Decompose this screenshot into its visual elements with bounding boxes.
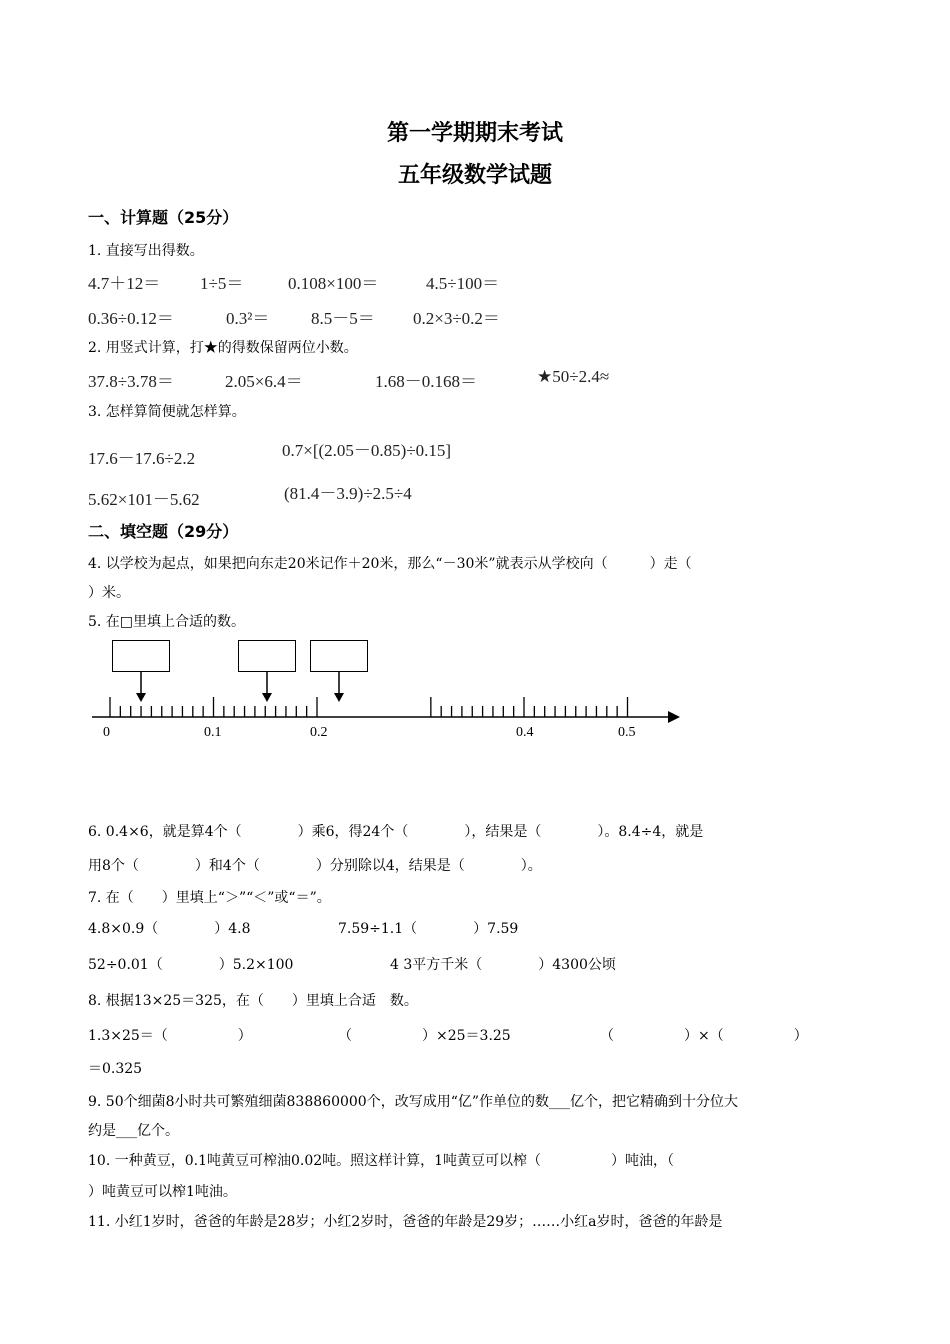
q1-item: 8.5－5＝ [311,309,375,328]
q10-text-line1: 10. 一种黄豆，0.1吨黄豆可榨油0.02吨。照这样计算，1吨黄豆可以榨（ ）吨油，（ [88,1153,675,1169]
q1-item: 0.36÷0.12＝ [88,309,174,328]
q8-item: （ ）×（ ） [600,1028,808,1044]
q2-item: ★50÷2.4≈ [537,367,610,386]
q7-item: 7.59÷1.1（ ）7.59 [338,921,519,937]
q7-text: 7. 在（ ）里填上“＞”“＜”或“＝”。 [88,890,331,906]
q7-item: 4.8×0.9（ ）4.8 [88,921,251,937]
q7-item: 4 3平方千米（ ）4300公顷 [390,957,616,973]
q8-item: ＝0.325 [88,1061,143,1077]
section-fill-heading: 二、填空题（29分） [88,522,239,541]
q1-item: 4.5÷100＝ [426,274,500,293]
q1-item: 1÷5＝ [200,274,244,293]
q11-text: 11. 小红1岁时，爸爸的年龄是28岁；小红2岁时，爸爸的年龄是29岁；……小红a岁时，爸爸的年龄是 [88,1214,723,1230]
q2-item: 37.8÷3.78＝ [88,372,174,391]
q9-text-line2: 约是___亿个。 [88,1123,179,1139]
q2-item: 1.68－0.168＝ [375,372,477,391]
tick-label: 0 [103,725,110,740]
exam-subtitle: 五年级数学试题 [397,163,552,188]
exam-title: 第一学期期末考试 [386,121,563,146]
tick-label: 0.4 [516,725,534,740]
q3-item: 5.62×101－5.62 [88,490,200,509]
q7-item: 52÷0.01（ ）5.2×100 [88,957,294,973]
q6-text-line2: 用8个（ ）和4个（ ）分别除以4，结果是（ ）。 [88,858,542,874]
q3-text: 3. 怎样算简便就怎样算。 [88,404,246,420]
q3-item: 0.7×[(2.05－0.85)÷0.15] [282,441,452,460]
q1-item: 0.108×100＝ [288,274,379,293]
q8-item: （ ）×25＝3.25 [338,1028,511,1044]
q8-text: 8. 根据13×25＝325，在（ ）里填上合适 数。 [88,993,418,1009]
q1-item: 4.7＋12＝ [88,274,161,293]
tick-label: 0.5 [618,725,636,740]
q10-text-line2: ）吨黄豆可以榨1吨油。 [88,1184,237,1200]
q2-item: 2.05×6.4＝ [225,372,303,391]
tick-label: 0.1 [204,725,222,740]
q1-text: 1. 直接写出得数。 [88,243,204,259]
q8-item: 1.3×25＝（ ） [88,1028,252,1044]
q4-text-line2: ）米。 [88,585,130,601]
q2-text: 2. 用竖式计算，打★的得数保留两位小数。 [88,340,358,356]
q1-item: 0.3²＝ [226,309,270,328]
q4-text-line1: 4. 以学校为起点，如果把向东走20米记作＋20米，那么“－30米”就表示从学校向（ ）走（ [88,556,692,572]
q5-text: 5. 在□里填上合适的数。 [88,614,246,630]
q1-item: 0.2×3÷0.2＝ [413,309,500,328]
section-calc-heading: 一、计算题（25分） [88,208,239,227]
tick-label: 0.2 [310,725,328,740]
q6-text-line1: 6. 0.4×6，就是算4个（ ）乘6，得24个（ ），结果是（ ）。8.4÷4，就是 [88,824,704,840]
q3-item: 17.6－17.6÷2.2 [88,449,196,468]
q3-item: (81.4－3.9)÷2.5÷4 [284,484,412,503]
q9-text-line1: 9. 50个细菌8小时共可繁殖细菌838860000个，改写成用“亿”作单位的数___亿个，把它精确到十分位大 [88,1094,739,1110]
